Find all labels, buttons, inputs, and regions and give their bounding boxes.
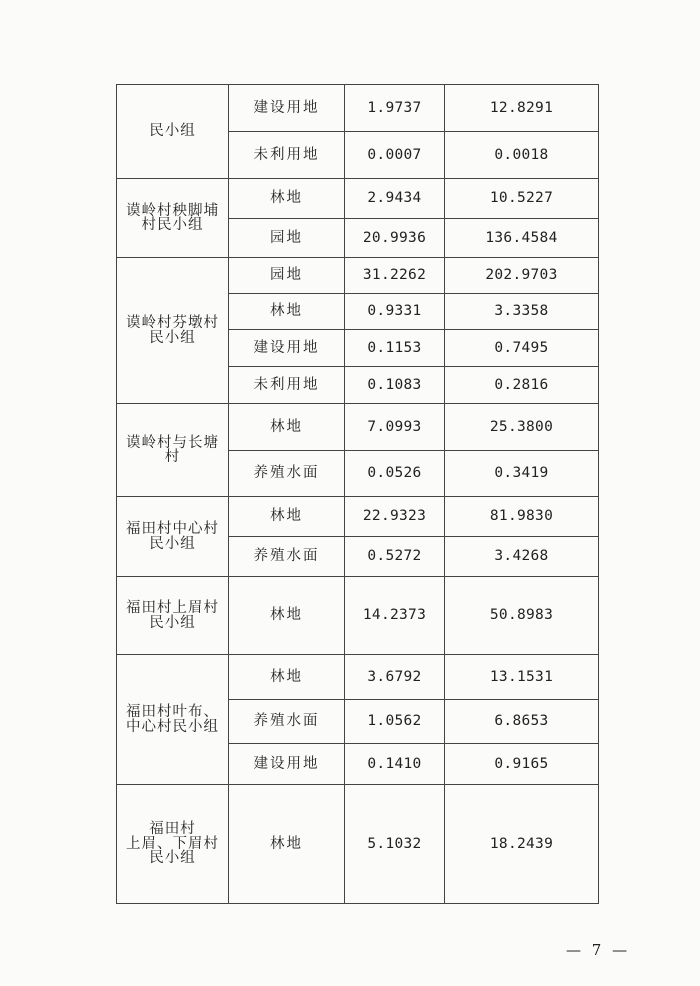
group-name-cell [117, 785, 229, 904]
land-type-cell: 建设用地 [229, 330, 345, 367]
land-type-cell: 林地 [229, 294, 345, 330]
area-value-cell: 0.1083 [345, 367, 445, 404]
area-value-cell: 2.9434 [345, 179, 445, 219]
area-value-cell: 5.1032 [345, 785, 445, 904]
table-row [117, 497, 599, 537]
group-name-line: 上眉、下眉村 [126, 835, 219, 852]
area-value-cell: 20.9936 [345, 219, 445, 258]
group-name-line: 民小组 [149, 329, 196, 346]
group-name-line: 福田村中心村 [126, 521, 219, 537]
group-name-cell [117, 85, 229, 179]
area-value-cell: 1.9737 [345, 85, 445, 132]
group-name-line: 福田村 [149, 821, 196, 838]
group-name-line: 谟岭村与长塘 [126, 434, 219, 451]
amount-value-cell: 202.9703 [445, 258, 599, 294]
amount-value-cell: 0.2816 [445, 367, 599, 404]
group-name-line: 民小组 [149, 535, 196, 552]
table-row [117, 258, 599, 294]
land-use-table [116, 84, 599, 904]
table-row [117, 85, 599, 132]
amount-value-cell: 0.9165 [445, 744, 599, 785]
amount-value-cell: 13.1531 [445, 655, 599, 700]
amount-value-cell: 10.5227 [445, 179, 599, 219]
land-type-cell: 建设用地 [229, 85, 345, 132]
table-row [117, 404, 599, 451]
land-type-cell: 建设用地 [229, 744, 345, 785]
area-value-cell: 0.1153 [345, 330, 445, 367]
amount-value-cell: 136.4584 [445, 219, 599, 258]
land-type-cell: 园地 [229, 219, 345, 258]
group-name-line: 民小组 [149, 850, 196, 867]
amount-value-cell: 0.0018 [445, 132, 599, 179]
amount-value-cell: 3.3358 [445, 294, 599, 330]
group-name-cell [117, 404, 229, 497]
area-value-cell: 0.9331 [345, 294, 445, 330]
amount-value-cell: 3.4268 [445, 537, 599, 577]
group-name-cell [117, 577, 229, 655]
group-name-line: 谟岭村芬墩村 [126, 315, 219, 331]
amount-value-cell: 0.3419 [445, 451, 599, 497]
group-name-cell [117, 179, 229, 258]
land-type-cell: 未利用地 [229, 132, 345, 179]
table-row [117, 577, 599, 655]
area-value-cell: 7.0993 [345, 404, 445, 451]
group-name-cell [117, 258, 229, 404]
land-type-cell: 林地 [229, 404, 345, 451]
group-name-line: 民小组 [149, 123, 196, 140]
land-type-cell: 未利用地 [229, 367, 345, 404]
group-name-line: 民小组 [149, 614, 196, 631]
land-type-cell: 林地 [229, 179, 345, 219]
amount-value-cell: 12.8291 [445, 85, 599, 132]
area-value-cell: 1.0562 [345, 700, 445, 744]
group-name-line: 村 [164, 449, 181, 465]
land-type-cell: 林地 [229, 655, 345, 700]
amount-value-cell: 25.3800 [445, 404, 599, 451]
area-value-cell: 0.0526 [345, 451, 445, 497]
amount-value-cell: 18.2439 [445, 785, 599, 904]
table-row [117, 785, 599, 904]
amount-value-cell: 6.8653 [445, 700, 599, 744]
land-type-cell: 林地 [229, 577, 345, 655]
area-value-cell: 0.5272 [345, 537, 445, 577]
group-name-cell [117, 497, 229, 577]
table-row [117, 179, 599, 219]
land-type-cell: 养殖水面 [229, 700, 345, 744]
area-value-cell: 0.1410 [345, 744, 445, 785]
group-name-line: 福田村上眉村 [126, 600, 219, 616]
area-value-cell: 14.2373 [345, 577, 445, 655]
amount-value-cell: 0.7495 [445, 330, 599, 367]
area-value-cell: 31.2262 [345, 258, 445, 294]
group-name-line: 福田村叶布、 [126, 704, 219, 720]
land-type-cell: 林地 [229, 497, 345, 537]
land-type-cell: 养殖水面 [229, 537, 345, 577]
table-row [117, 655, 599, 700]
group-name-line: 村民小组 [141, 217, 204, 233]
amount-value-cell: 81.9830 [445, 497, 599, 537]
area-value-cell: 22.9323 [345, 497, 445, 537]
land-type-cell: 养殖水面 [229, 451, 345, 497]
land-type-cell: 园地 [229, 258, 345, 294]
page-number: — 7 — [566, 941, 631, 959]
area-value-cell: 3.6792 [345, 655, 445, 700]
area-value-cell: 0.0007 [345, 132, 445, 179]
table-body [117, 85, 599, 904]
group-name-cell [117, 655, 229, 785]
group-name-line: 中心村民小组 [126, 718, 219, 735]
group-name-line: 谟岭村秧脚埔 [126, 202, 219, 219]
land-type-cell: 林地 [229, 785, 345, 904]
amount-value-cell: 50.8983 [445, 577, 599, 655]
